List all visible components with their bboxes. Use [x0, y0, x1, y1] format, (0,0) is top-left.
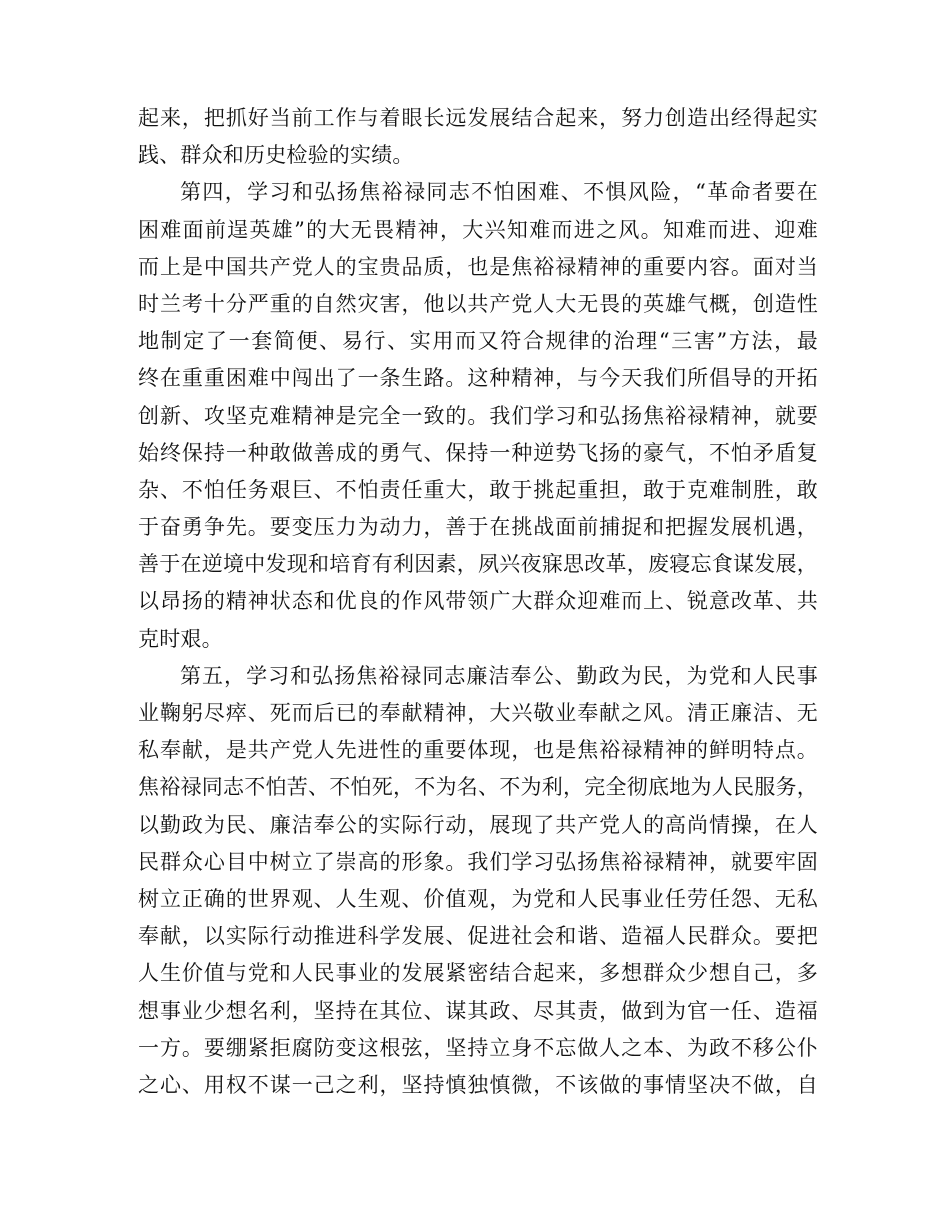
text-line: 之心、用权不谋一己之利，坚持慎独慎微，不该做的事情坚决不做，自: [138, 1072, 818, 1097]
text-line: 地制定了一套简便、易行、实用而又符合规律的治理“三害”方法，最: [138, 329, 818, 354]
text-line: 时兰考十分严重的自然灾害，他以共产党人大无畏的英雄气概，创造性: [138, 291, 818, 316]
text-line: 民群众心目中树立了崇高的形象。我们学习弘扬焦裕禄精神，就要牢固: [138, 849, 818, 874]
text-line: 想事业少想名利，坚持在其位、谋其政、尽其责，做到为官一任、造福: [138, 998, 818, 1023]
text-line: 终在重重困难中闯出了一条生路。这种精神，与今天我们所倡导的开拓: [138, 366, 818, 391]
paragraph-first-line: 第四，学习和弘扬焦裕禄同志不怕困难、不惧风险，“革命者要在: [180, 180, 818, 205]
text-line: 克时艰。: [138, 626, 223, 651]
text-line: 创新、攻坚克难精神是完全一致的。我们学习和弘扬焦裕禄精神，就要: [138, 403, 818, 428]
text-line: 以勤政为民、廉洁奉公的实际行动，展现了共产党人的高尚情操，在人: [138, 812, 818, 837]
paragraph-first-line: 第五，学习和弘扬焦裕禄同志廉洁奉公、勤政为民，为党和人民事: [180, 663, 818, 688]
text-line: 一方。要绷紧拒腐防变这根弦，坚持立身不忘做人之本、为政不移公仆: [138, 1035, 818, 1060]
body-text: [138, 100, 818, 1104]
text-line: 人生价值与党和人民事业的发展紧密结合起来，多想群众少想自己，多: [138, 961, 818, 986]
text-line: 焦裕禄同志不怕苦、不怕死，不为名、不为利，完全彻底地为人民服务，: [138, 775, 818, 800]
text-line: 善于在逆境中发现和培育有利因素，夙兴夜寐思改革，废寝忘食谋发展，: [138, 552, 818, 577]
text-line: 业鞠躬尽瘁、死而后已的奉献精神，大兴敬业奉献之风。清正廉洁、无: [138, 701, 818, 725]
text-line: 困难面前逞英雄”的大无畏精神，大兴知难而进之风。知难而进、迎难: [138, 217, 818, 242]
text-line: 始终保持一种敢做善成的勇气、保持一种逆势飞扬的豪气，不怕矛盾复: [138, 440, 818, 465]
text-line: 于奋勇争先。要变压力为动力，善于在挑战面前捕捉和把握发展机遇，: [138, 515, 818, 540]
text-line: 树立正确的世界观、人生观、价值观，为党和人民事业任劳任怨、无私: [138, 886, 818, 911]
text-line: 而上是中国共产党人的宝贵品质，也是焦裕禄精神的重要内容。面对当: [138, 254, 818, 279]
text-line: 以昂扬的精神状态和优良的作风带领广大群众迎难而上、锐意改革、共: [138, 589, 818, 614]
text-line: 私奉献，是共产党人先进性的重要体现，也是焦裕禄精神的鲜明特点。: [138, 738, 818, 763]
text-line: 践、群众和历史检验的实绩。: [138, 143, 414, 168]
text-line: 杂、不怕任务艰巨、不怕责任重大，敢于挑起重担，敢于克难制胜，敢: [138, 477, 818, 502]
text-line: 奉献，以实际行动推进科学发展、促进社会和谐、造福人民群众。要把: [138, 924, 818, 949]
text-line: 起来，把抓好当前工作与着眼长远发展结合起来，努力创造出经得起实: [138, 106, 818, 130]
